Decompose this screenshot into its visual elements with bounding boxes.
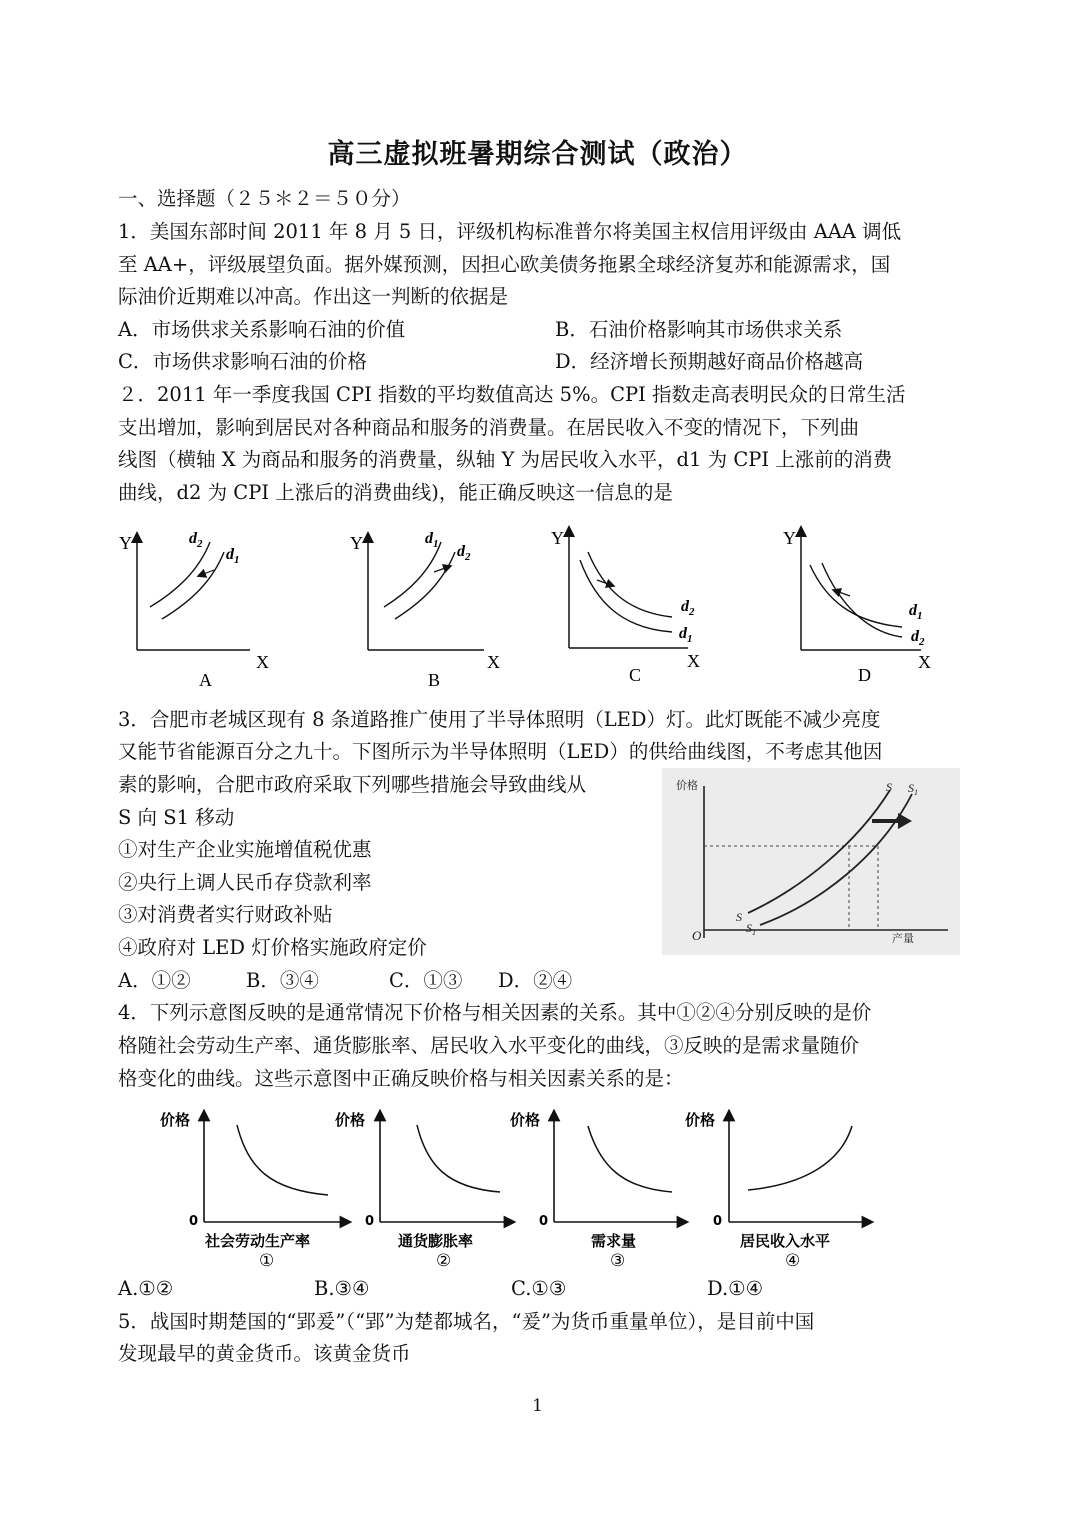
q1-option-a: A．市场供求关系影响石油的价值 <box>118 318 406 341</box>
q1-option-b: B．石油价格影响其市场供求关系 <box>555 318 843 341</box>
q3-line-4: S 向 S1 移动 <box>118 806 235 829</box>
q4-graph-1 <box>160 1111 346 1270</box>
y-label: 价格 <box>335 1111 366 1129</box>
curve-d1 <box>162 552 224 619</box>
x-label: X <box>256 652 269 672</box>
graph-label-b: B <box>428 670 441 690</box>
q3-answer-c: C．①③ <box>389 969 463 992</box>
label-d2: $d_2$ <box>189 530 203 550</box>
origin-label: O <box>692 928 702 943</box>
y-label: 价格 <box>685 1111 716 1129</box>
curve <box>237 1125 328 1195</box>
q1-line-2: 至 AA+，评级展望负面。据外媒预测，因担心欧美债务拖累全球经济复苏和能源需求，国 <box>118 253 891 276</box>
curve-d1 <box>810 565 902 627</box>
curve <box>748 1126 852 1190</box>
q3-answer-b: B．③④ <box>246 969 319 992</box>
q4-answer-d: D.①④ <box>707 1277 764 1300</box>
label-s-top: S <box>886 780 892 794</box>
q4-line-1: 4．下列示意图反映的是通常情况下价格与相关因素的关系。其中①②④分别反映的是价 <box>118 1001 872 1024</box>
q1-line-1: 1．美国东部时间 2011 年 8 月 5 日，评级机构标准普尔将美国主权信用评级由 AAA 调低 <box>118 220 902 243</box>
q4-answer-c: C.①③ <box>511 1277 567 1300</box>
q4-line-2: 格随社会劳动生产率、通货膨胀率、居民收入水平变化的曲线，③反映的是需求量随价 <box>118 1034 860 1057</box>
origin: 0 <box>189 1214 199 1229</box>
q2-line-3: 线图（横轴 X 为商品和服务的消费量，纵轴 Y 为居民收入水平，d1 为 CPI 上涨前的消费 <box>118 448 893 471</box>
q4-graph-2 <box>335 1111 510 1270</box>
q3-supply-figure <box>662 768 960 955</box>
q4-answer-a: A.①② <box>118 1277 174 1300</box>
q4-graph-3 <box>510 1111 683 1270</box>
graph-label-d: D <box>858 665 871 685</box>
label-d1: $d_1$ <box>679 625 693 645</box>
graph-number: ② <box>436 1251 452 1270</box>
curve-d1 <box>384 542 441 607</box>
q2-graph-d <box>783 528 931 685</box>
x-label: 居民收入水平 <box>740 1232 831 1250</box>
x-label: X <box>918 652 931 672</box>
origin: 0 <box>539 1214 549 1229</box>
q2-line-1: ２．2011 年一季度我国 CPI 指数的平均数值高达 5%。CPI 指数走高表明民众的日常生活 <box>118 383 906 406</box>
q2-graph-b <box>350 530 500 690</box>
q1-option-c: C．市场供求影响石油的价格 <box>118 350 367 373</box>
label-d1: $d_1$ <box>425 530 439 550</box>
label-d2: $d_2$ <box>457 543 471 563</box>
origin: 0 <box>713 1214 723 1229</box>
q3-answer-a: A．①② <box>118 969 191 992</box>
graph-label-a: A <box>199 670 212 690</box>
y-label: Y <box>551 528 564 548</box>
q4-line-3: 格变化的曲线。这些示意图中正确反映价格与相关因素关系的是： <box>118 1067 684 1090</box>
y-label: Y <box>783 528 796 548</box>
q4-graphs <box>0 1100 1075 1275</box>
q3-measure-1: ①对生产企业实施增值税优惠 <box>118 838 372 861</box>
q1-option-d: D．经济增长预期越好商品价格越高 <box>555 350 864 373</box>
graph-number: ④ <box>785 1251 801 1270</box>
q3-line-2: 又能节省能源百分之九十。下图所示为半导体照明（LED）的供给曲线图，不考虑其他因 <box>118 740 883 763</box>
q4-graph-4 <box>685 1111 868 1270</box>
x-label: 社会劳动生产率 <box>205 1232 311 1250</box>
graph-label-c: C <box>629 665 642 685</box>
curve-d1 <box>580 560 672 632</box>
graph-number: ③ <box>610 1251 626 1270</box>
q2-graph-c <box>551 528 700 685</box>
graph-number: ① <box>259 1251 275 1270</box>
x-label: X <box>487 652 500 672</box>
q3-measure-3: ③对消费者实行财政补贴 <box>118 903 333 926</box>
q5-line-2: 发现最早的黄金货币。该黄金货币 <box>118 1342 411 1365</box>
y-label: Y <box>350 533 363 553</box>
q1-line-3: 际油价近期难以冲高。作出这一判断的依据是 <box>118 285 509 308</box>
x-label: X <box>687 651 700 671</box>
q3-measure-2: ②央行上调人民币存贷款利率 <box>118 871 372 894</box>
q2-line-2: 支出增加，影响到居民对各种商品和服务的消费量。在居民收入不变的情况下，下列曲 <box>118 416 860 439</box>
q3-answer-d: D．②④ <box>498 969 573 992</box>
label-d2: $d_2$ <box>681 598 695 618</box>
q2-graph-a <box>119 530 269 690</box>
curve-d2 <box>395 552 455 619</box>
q4-answer-b: B.③④ <box>314 1277 370 1300</box>
q5-line-1: 5．战国时期楚国的“郢爰”（“郢”为楚都城名，“爰”为货币重量单位），是目前中国 <box>118 1310 815 1333</box>
page-number: 1 <box>532 1396 543 1416</box>
q2-graphs <box>0 515 1075 695</box>
label-d2: $d_2$ <box>911 628 925 648</box>
y-label: 价格 <box>676 779 698 792</box>
label-s-bottom: S <box>736 910 742 924</box>
x-label: 通货膨胀率 <box>398 1232 474 1250</box>
label-d1: $d_1$ <box>226 546 240 566</box>
q3-line-1: 3．合肥市老城区现有 8 条道路推广使用了半导体照明（LED）灯。此灯既能不减少亮度 <box>118 708 881 731</box>
origin: 0 <box>365 1214 375 1229</box>
curve-d2 <box>588 552 672 617</box>
y-label: Y <box>119 533 132 553</box>
y-label: 价格 <box>510 1111 541 1129</box>
label-s1-bottom: $S_1$ <box>746 921 756 937</box>
x-label: 需求量 <box>591 1232 637 1250</box>
label-s1-top: $S_1$ <box>908 781 918 797</box>
label-d1: $d_1$ <box>909 602 923 622</box>
q3-measure-4: ④政府对 LED 灯价格实施政府定价 <box>118 936 427 959</box>
q2-line-4: 曲线，d2 为 CPI 上涨后的消费曲线)，能正确反映这一信息的是 <box>118 481 673 504</box>
section-heading: 一、选择题（２５＊２＝５０分） <box>118 187 411 210</box>
x-label: 产量 <box>892 932 914 945</box>
q3-line-3: 素的影响，合肥市政府采取下列哪些措施会导致曲线从 <box>118 773 587 796</box>
page-title: 高三虚拟班暑期综合测试（政治） <box>327 139 748 170</box>
curve <box>417 1125 500 1192</box>
y-label: 价格 <box>160 1111 191 1129</box>
curve <box>588 1126 672 1192</box>
